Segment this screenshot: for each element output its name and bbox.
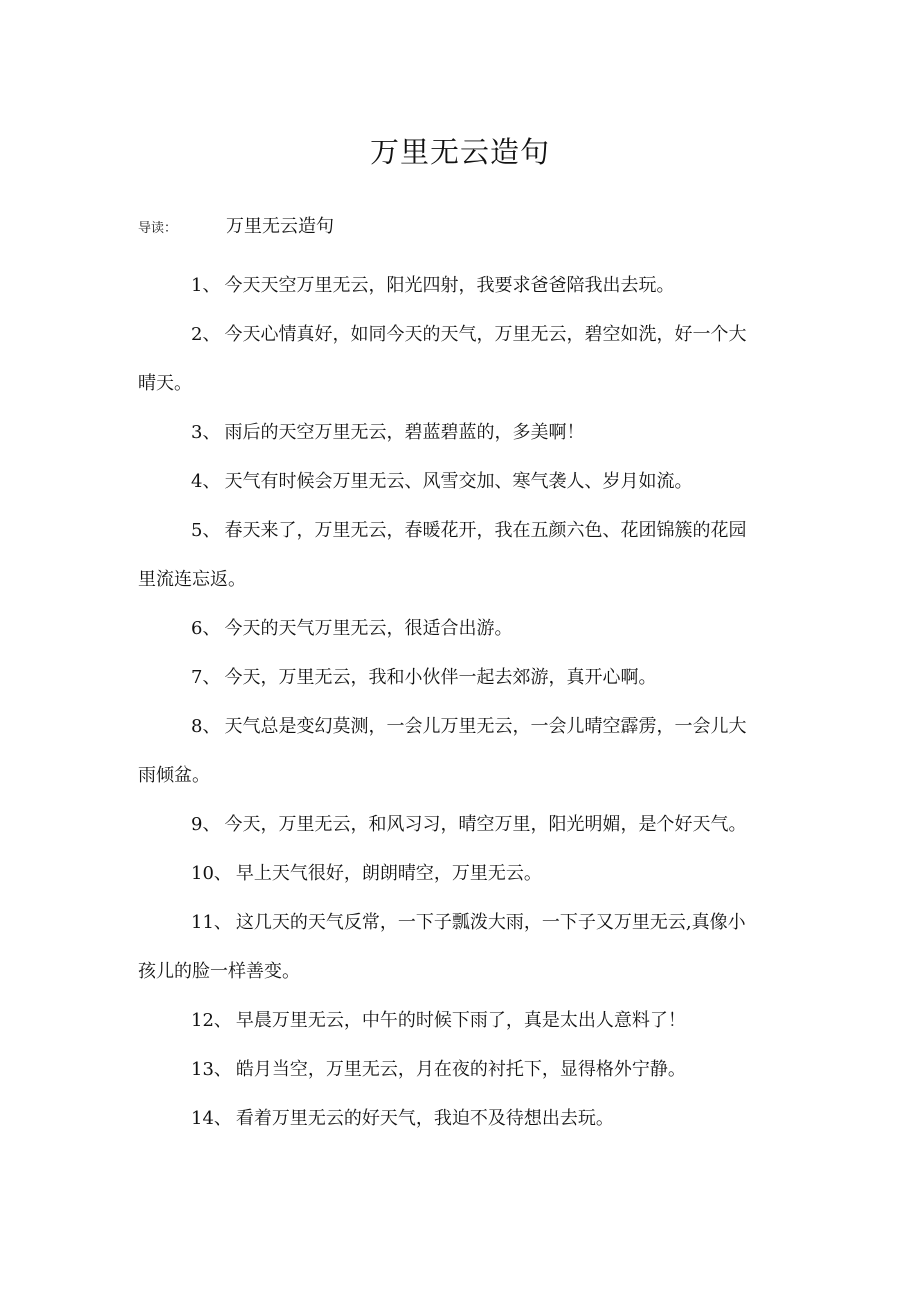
sentence-number: 7、 — [191, 667, 221, 688]
sentence-number: 1、 — [191, 275, 221, 296]
sentence-text: 皓月当空，万里无云，月在夜的衬托下，显得格外宁静。 — [235, 1059, 686, 1080]
sentence-number: 10、 — [191, 863, 232, 884]
sentence-item — [138, 261, 758, 310]
sentence-item — [138, 800, 758, 849]
sentence-text: 早晨万里无云，中午的时候下雨了，真是太出人意料了！ — [235, 1010, 686, 1031]
sentence-list — [138, 261, 758, 1143]
sentence-text: 春天来了，万里无云，春暖花开，我在五颜六色、花团锦簇的花园里流连忘返。 — [138, 520, 747, 590]
sentence-item — [138, 604, 758, 653]
sentence-text: 今天天空万里无云，阳光四射，我要求爸爸陪我出去玩。 — [224, 275, 675, 296]
sentence-number: 13、 — [191, 1059, 232, 1080]
sentence-text: 天气有时候会万里无云、风雪交加、寒气袭人、岁月如流。 — [224, 471, 693, 492]
sentence-text: 今天，万里无云，我和小伙伴一起去郊游，真开心啊。 — [224, 667, 657, 688]
sentence-text: 雨后的天空万里无云，碧蓝碧蓝的，多美啊！ — [224, 422, 585, 443]
sentence-number: 2、 — [191, 324, 221, 345]
sentence-number: 6、 — [191, 618, 221, 639]
page-title: 万里无云造句 — [369, 135, 550, 169]
sentence-text: 天气总是变幻莫测，一会儿万里无云，一会儿晴空霹雳，一会儿大雨倾盆。 — [138, 716, 747, 786]
sentence-item — [138, 457, 758, 506]
sentence-number: 14、 — [191, 1108, 232, 1129]
sentence-number: 4、 — [191, 471, 221, 492]
sentence-number: 3、 — [191, 422, 221, 443]
lead-text: 万里无云造句 — [226, 216, 334, 237]
sentence-text: 今天，万里无云，和风习习，晴空万里，阳光明媚，是个好天气。 — [224, 814, 747, 835]
sentence-text: 早上天气很好，朗朗晴空，万里无云。 — [235, 863, 542, 884]
sentence-item — [138, 996, 758, 1045]
sentence-number: 5、 — [191, 520, 221, 541]
sentence-text: 今天心情真好，如同今天的天气，万里无云，碧空如洗，好一个大晴天。 — [138, 324, 747, 394]
sentence-number: 9、 — [191, 814, 221, 835]
sentence-text: 这几天的天气反常，一下子瓢泼大雨，一下子又万里无云,真像小孩儿的脸一样善变。 — [138, 912, 746, 982]
sentence-item — [138, 898, 758, 996]
sentence-item — [138, 1094, 758, 1143]
sentence-text: 今天的天气万里无云，很适合出游。 — [224, 618, 513, 639]
sentence-item — [138, 702, 758, 800]
lead-label: 导读： — [138, 221, 178, 236]
lead-line — [138, 212, 334, 244]
sentence-text: 看着万里无云的好天气，我迫不及待想出去玩。 — [235, 1108, 614, 1129]
sentence-number: 11、 — [191, 912, 232, 933]
sentence-item — [138, 1045, 758, 1094]
sentence-item — [138, 310, 758, 408]
sentence-item — [138, 849, 758, 898]
sentence-item — [138, 653, 758, 702]
sentence-item — [138, 408, 758, 457]
sentence-item — [138, 506, 758, 604]
sentence-number: 12、 — [191, 1010, 232, 1031]
sentence-number: 8、 — [191, 716, 221, 737]
